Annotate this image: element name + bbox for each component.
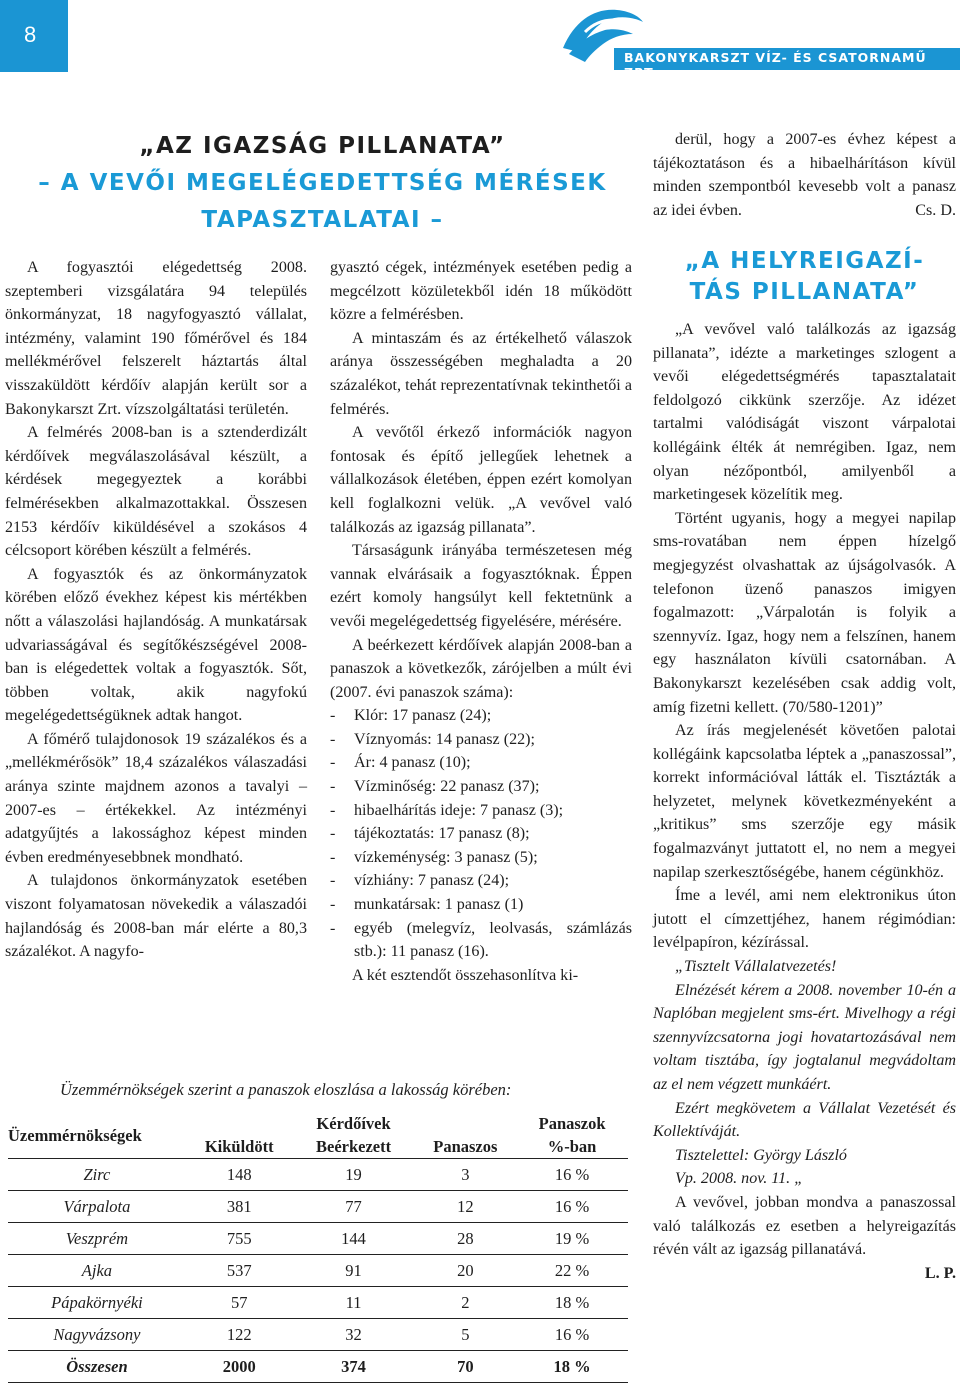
cell-percent: 22 % xyxy=(516,1255,628,1287)
cell-percent: 16 % xyxy=(516,1159,628,1191)
table-row xyxy=(8,1191,628,1223)
paragraph: Történt ugyanis, hogy a megyei napilap sms-rovatában nem éppen hízelgő megjegyzést olvashattak az újságolvasók. A telefonon üzenő panaszos imigyen fogalmazott: „Várpalotán is folyik a szennyvíz. Igaz, hogy nem a felszínen, hanem egy használaton kívüli csatornában. A Bakonykarszt kezelésében csak addig volt, amíg fizetni kellett. (70/580-1201)” xyxy=(653,509,956,716)
cell-sent: 57 xyxy=(186,1287,293,1319)
column-header: Kérdőívek xyxy=(316,1114,391,1133)
column-header: Üzemmérnökségek xyxy=(8,1125,142,1145)
table-row xyxy=(8,1223,628,1255)
article-title xyxy=(10,128,635,239)
list-item: - hibaelhárítás ideje: 7 panasz (3); xyxy=(330,799,632,823)
cell-percent: 16 % xyxy=(516,1319,628,1351)
list-item: - vízkeménység: 3 panasz (5); xyxy=(330,846,632,870)
paragraph: Társaságunk irányába természetesen még vannak elvárásaik a fogyasztóknak. Éppen ezért komoly hangsúlyt kell fektetnünk a vevői megelégedettség figyelésére, mérésére. xyxy=(330,542,632,630)
letter-line: „Tisztelt Vállalatvezetés! xyxy=(675,958,837,976)
article-column-1 xyxy=(5,256,307,964)
article-conclusion xyxy=(653,128,956,222)
cell-percent: 18 % xyxy=(516,1287,628,1319)
column-header: Beérkezett xyxy=(315,1137,392,1156)
column-header: Panaszok xyxy=(538,1114,606,1133)
paragraph: Az írás megjelenését követően palotai kollégáink kapcsolatba léptek a „panaszossal”, korrekt információval látták el. Tisztázták a helyzetet, melynek következményeként a „kritikus” sms szerzője egy másik fogalmazványt juttatott el, no nem a megyei napilap szerkesztőségébe, hanem cégünkhöz. xyxy=(653,722,956,881)
cell-received: 91 xyxy=(293,1255,415,1287)
cell-received: 144 xyxy=(293,1223,415,1255)
complaint-list xyxy=(330,704,632,964)
cell-unit: Nagyvázsony xyxy=(8,1319,186,1351)
list-item: - egyéb (melegvíz, leolvasás, számlázás stb.): 11 panasz (16). xyxy=(330,917,632,964)
table-caption: Üzemmérnökségek szerint a panaszok eloszlása a lakosság körében: xyxy=(60,1080,512,1099)
cell-unit: Veszprém xyxy=(8,1223,186,1255)
list-item: - Víznyomás: 14 panasz (22); xyxy=(330,728,632,752)
cell-sent: 381 xyxy=(186,1191,293,1223)
paragraph: A tulajdonos önkormányzatok esetében viszont folyamatosan növekedik a válaszadói hajlandóság és 2008-ban már elérte a 80,3 százalékot. A nagyfo- xyxy=(5,872,307,961)
article-column-2 xyxy=(330,256,632,987)
table-total-row xyxy=(8,1351,628,1383)
paragraph: A főmérő tulajdonosok 19 százalékos és a „mellékmérősök” 18,4 százalékos válaszadási aránya szinte majdnem azonos a tavalyi – 2007-es – értékekkel. Az intézményi adatgyűjtés a lakossághoz képest minden évben eredményesebbnek mondható. xyxy=(5,730,307,866)
cell-sent: 537 xyxy=(186,1255,293,1287)
letter-line: Elnézését kérem a 2008. november 10-én a Naplóban megjelent sms-ért. Mivelhogy a régi szennyvízcsatorna jogi hovatartozásával nem voltam tisztába, így jogtalanul megvádoltam az el nem végzett munkáért. xyxy=(653,981,956,1093)
column-header: Kiküldött xyxy=(204,1137,274,1156)
list-item: - tájékoztatás: 17 panasz (8); xyxy=(330,822,632,846)
letter-line: Ezért megkövetem a Vállalat Vezetését és Kollektíváját. xyxy=(653,1099,956,1141)
cell-sent: 2000 xyxy=(186,1351,293,1383)
paragraph: gyasztó cégek, intézmények esetében pedig a megcélzott közületekből idén 18 működött közre a felmérésben. xyxy=(330,259,632,324)
cell-received: 19 xyxy=(293,1159,415,1191)
title-line: – A VEVŐI MEGELÉGEDETTSÉG MÉRÉSEK xyxy=(38,170,607,196)
sidebar-title xyxy=(653,246,956,308)
title-line: „A HELYREIGAZÍ- xyxy=(684,248,925,274)
title-line: TAPASZTALATAI – xyxy=(201,207,444,233)
paragraph: A fogyasztók és az önkormányzatok körében előző évekhez képest kis mértékben nőtt a válaszolási hajlandóság. A munkatársak udvariasságával és segítőkészségével 2008-ban is elégedettek voltak a fogyasztók. Sőt, többen voltak, akik nagyfokú megelégedettségüknek adtak hangot. xyxy=(5,565,307,725)
cell-received: 11 xyxy=(293,1287,415,1319)
paragraph: „A vevővel való találkozás az igazság pillanata”, idézte a marketinges szlogent a vevői elégedettségmérés tapasztalatait feldolgozó cikkünk szerzője. Az idézet tartalmi valódiságát viszont várpalotai kollégáink élték át nemrégiben. Igaz, nem olyan nézőpontból, amilyenből a marketingesek közelítik meg. xyxy=(653,321,956,504)
table-row xyxy=(8,1159,628,1191)
column-header: %-ban xyxy=(547,1137,597,1156)
signature: L. P. xyxy=(924,1264,956,1282)
list-item: - Ár: 4 panasz (10); xyxy=(330,751,632,775)
cell-received: 77 xyxy=(293,1191,415,1223)
cell-complainers: 12 xyxy=(415,1191,517,1223)
paragraph: A beérkezett kérdőívek alapján 2008-ban a panaszok a következők, zárójelben a múlt évi (2007. évi panaszok száma): xyxy=(330,636,632,701)
title-line: „AZ IGAZSÁG PILLANATA” xyxy=(139,133,506,159)
paragraph: A mintaszám és az értékelhető válaszok aránya összességében meghaladta a 20 százalékot, tehát reprezentatívnak tekinthetői a felmérés. xyxy=(330,329,632,418)
paragraph: A vevővel, jobban mondva a panaszossal való találkozás ez esetben a helyreigazítás révén vált az igazság pillanatává. xyxy=(653,1193,956,1259)
cell-percent: 19 % xyxy=(516,1223,628,1255)
sidebar-article xyxy=(653,318,956,1285)
cell-unit: Ajka xyxy=(8,1255,186,1287)
cell-complainers: 70 xyxy=(415,1351,517,1383)
list-item: - Klór: 17 panasz (24); xyxy=(330,704,632,728)
paragraph: Íme a levél, ami nem elektronikus úton jutott el címzettjéhez, hanem régimódian: levélpapíron, kézírással. xyxy=(653,887,956,952)
cell-percent: 18 % xyxy=(516,1351,628,1383)
table-row xyxy=(8,1319,628,1351)
column-header: Panaszos xyxy=(433,1137,498,1156)
cell-percent: 16 % xyxy=(516,1191,628,1223)
letter-line: Tisztelettel: György László xyxy=(675,1146,847,1164)
table-row xyxy=(8,1287,628,1319)
cell-received: 374 xyxy=(293,1351,415,1383)
cell-unit: Pápakörnyéki xyxy=(8,1287,186,1319)
page-number: 8 xyxy=(24,22,37,47)
cell-complainers: 28 xyxy=(415,1223,517,1255)
list-item: - vízhiány: 7 panasz (24); xyxy=(330,869,632,893)
letter-line: Vp. 2008. nov. 11. „ xyxy=(675,1170,804,1188)
cell-sent: 148 xyxy=(186,1159,293,1191)
cell-unit: Várpalota xyxy=(8,1191,186,1223)
cell-sent: 755 xyxy=(186,1223,293,1255)
cell-unit: Zirc xyxy=(8,1159,186,1191)
paragraph: A két esztendőt összehasonlítva ki- xyxy=(352,966,579,984)
author-initials: Cs. D. xyxy=(915,201,956,219)
cell-complainers: 2 xyxy=(415,1287,517,1319)
cell-sent: 122 xyxy=(186,1319,293,1351)
conclusion-text: derül, hogy a 2007-es évhez képest a tájékoztatáson és a hibaelhárításon kívül minden szempontból kevesebb volt a panasz az idei évben. xyxy=(653,131,956,219)
cell-complainers: 20 xyxy=(415,1255,517,1287)
title-line: TÁS PILLANATA” xyxy=(689,279,920,305)
cell-unit: Összesen xyxy=(8,1351,186,1383)
complaints-table xyxy=(8,1112,628,1383)
table-row xyxy=(8,1255,628,1287)
brand-name: BAKONYKARSZT VÍZ- ÉS CSATORNAMŰ ZRT. xyxy=(624,50,927,80)
cell-complainers: 3 xyxy=(415,1159,517,1191)
list-item: - munkatársak: 1 panasz (1) xyxy=(330,893,632,917)
cell-complainers: 5 xyxy=(415,1319,517,1351)
list-item: - Vízminőség: 22 panasz (37); xyxy=(330,775,632,799)
paragraph: A vevőtől érkező információk nagyon fontosak és építő jellegűek lehetnek a vállalkozások életében, éppen ezért komolyan kell foglalkozni velük. „A vevővel való találkozás az igazság pillanata”. xyxy=(330,424,632,536)
paragraph: A felmérés 2008-ban is a sztenderdizált kérdőívek megválaszolásával készült, a kérdések megegyeztek a korábbi felmérésekben alkalmazottakkal. Összesen 2153 kérdőív kiküldésével a szokásos 4 célcsoport körében készült a felmérés. xyxy=(5,424,307,560)
cell-received: 32 xyxy=(293,1319,415,1351)
paragraph: A fogyasztói elégedettség 2008. szeptemberi vizsgálatára 94 település önkormányzat, 18 nagyfogyasztó vállalat, intézmény, valamint 190 főmérővel és 184 mellékmérővel felszerelt háztartás által visszaküldött kérdőív alapján került sor a Bakonykarszt Zrt. vízszolgáltatási területén. xyxy=(5,259,307,418)
